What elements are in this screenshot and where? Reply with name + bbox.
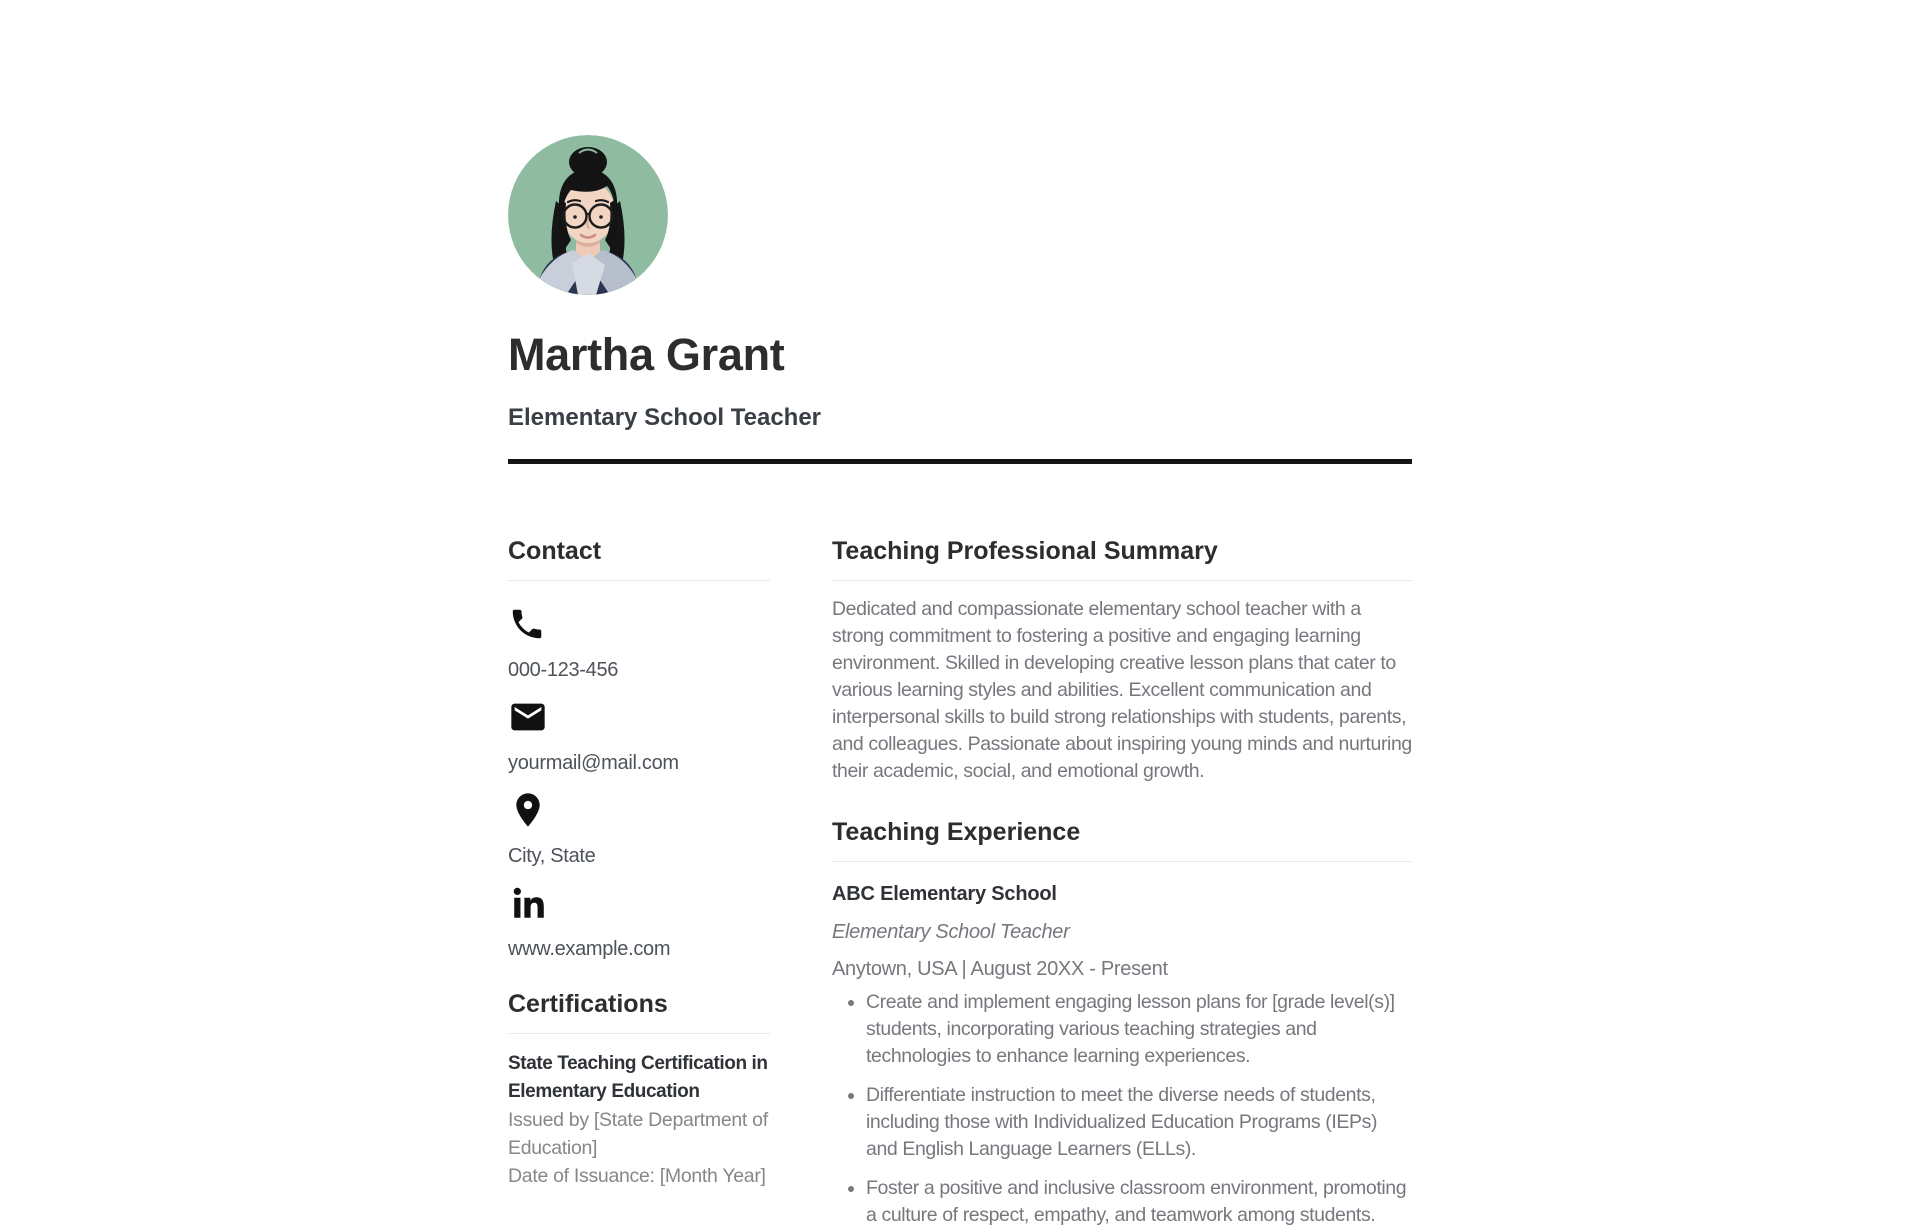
certification-date: Date of Issuance: [Month Year] (508, 1165, 766, 1187)
experience-employer: ABC Elementary School (832, 883, 1057, 905)
contact-location-value: City, State (508, 845, 596, 867)
experience-bullet: • Foster a positive and inclusive classroom environment, promoting a culture of respect, empathy, and teamwork among students. (866, 1175, 1412, 1229)
certification-item (508, 1050, 770, 1190)
experience-role: Elementary School Teacher (832, 921, 1070, 943)
main-column (832, 536, 1412, 1229)
contact-phone-value: 000-123-456 (508, 659, 619, 681)
experience-entry (832, 881, 1412, 1229)
contact-item-website (508, 880, 770, 963)
contact-website-value: www.example.com (508, 938, 671, 960)
certification-title: State Teaching Certification in Elementary Education (508, 1053, 768, 1102)
resume-page (508, 0, 1412, 1229)
experience-bullet: • Differentiate instruction to meet the diverse needs of students, including those with Individualized Education Programs (IEPs) and English Language Learners (ELLs). (866, 1082, 1412, 1163)
linkedin-icon (508, 880, 770, 926)
resume-body (508, 536, 1412, 1229)
certification-issuer: Issued by [State Department of Education] (508, 1109, 768, 1159)
avatar-illustration (508, 135, 668, 295)
experience-location-dates: Anytown, USA | August 20XX - Present (832, 958, 1168, 980)
left-column (508, 536, 770, 1190)
mail-icon (508, 694, 770, 740)
certifications-heading: Certifications (508, 989, 770, 1034)
header-divider (508, 459, 1412, 464)
summary-text: Dedicated and compassionate elementary school teacher with a strong commitment to fostering a positive and engaging learning environment. Skilled in developing creative lesson plans that cater to various learning styles and abilities. Excellent communication and interpersonal skills to build strong relationships with students, parents, and colleagues. Passionate about inspiring young minds and nurturing their academic, social, and emotional growth. (832, 598, 1412, 782)
summary-section (832, 536, 1412, 785)
summary-heading: Teaching Professional Summary (832, 536, 1412, 581)
experience-bullet: • Create and implement engaging lesson plans for [grade level(s)] students, incorporating various teaching strategies and technologies to enhance learning experiences. (866, 989, 1412, 1070)
phone-icon (508, 601, 770, 647)
location-pin-icon (508, 787, 770, 833)
person-name: Martha Grant (508, 329, 785, 380)
profile-avatar (508, 135, 668, 295)
experience-section (832, 817, 1412, 1229)
experience-heading: Teaching Experience (832, 817, 1412, 862)
contact-section (508, 536, 770, 963)
job-title: Elementary School Teacher (508, 404, 822, 431)
contact-heading: Contact (508, 536, 770, 581)
contact-item-email (508, 694, 770, 777)
contact-list (508, 601, 770, 963)
experience-bullet-list (832, 989, 1412, 1229)
contact-item-location (508, 787, 770, 870)
contact-item-phone (508, 601, 770, 684)
contact-email-value: yourmail@mail.com (508, 752, 679, 774)
certifications-section (508, 989, 770, 1190)
